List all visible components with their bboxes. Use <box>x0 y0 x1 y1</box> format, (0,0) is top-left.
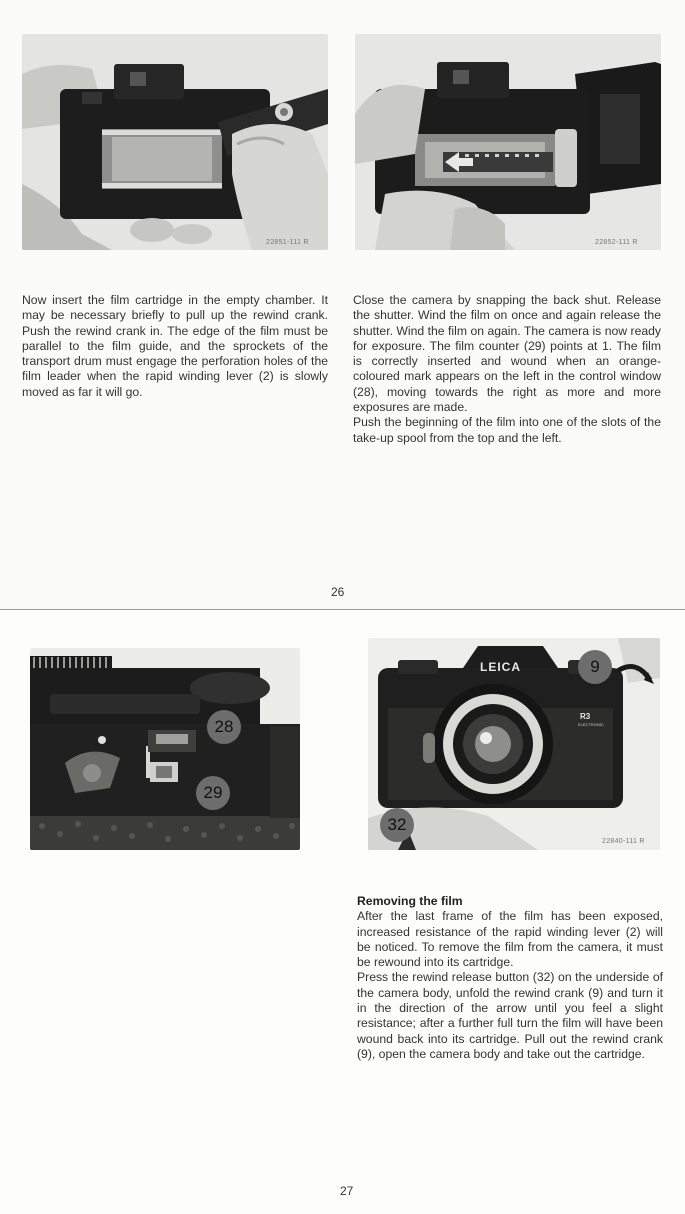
page-27 <box>0 610 685 1214</box>
paragraph-rewind: Press the rewind release button (32) on the underside of the camera body, unfold the rewind crank (9) and turn it in the direction of the arrow until you feel a slight resistance; after a further full turn the film will have been wound back into its cartridge. Pull out the rewind crank (9), open the camera body and take out the cartridge. <box>357 970 663 1061</box>
paragraph-insert-cartridge: Now insert the film cartridge in the empty chamber. It may be necessary briefly to pull up the rewind crank. Push the rewind crank in. The edge of the film must be parallel to the film guide, and the sprockets of the transport drum must engage the perforation holes of the film leader when the rapid winding lever (2) is slowly moved as far it will go. <box>22 293 328 399</box>
photo-reference-number: 22852-111 R <box>595 239 638 246</box>
photo-insert-cartridge <box>22 34 328 250</box>
paragraph-take-up-spool: Push the beginning of the film into one of the slots of the take-up spool from the top and the left. <box>353 415 661 445</box>
photo-reference-number: 22851-111 R <box>266 239 309 246</box>
camera-top-closeup-illustration <box>30 648 300 850</box>
callout-rewind-crank: 9 <box>578 650 612 684</box>
callout-control-window: 28 <box>207 710 241 744</box>
paragraph-resistance: After the last frame of the film has been exposed, increased resistance of the rapid winding lever (2) will be noticed. To remove the film from the camera, it must be rewound into its cartridge. <box>357 909 663 970</box>
callout-film-counter: 29 <box>196 776 230 810</box>
instruction-text-close <box>353 293 661 446</box>
photo-control-window <box>30 648 300 850</box>
page-number: 26 <box>331 585 345 599</box>
callout-rewind-release: 32 <box>380 808 414 842</box>
photo-leica-r3-front <box>368 638 660 850</box>
model-sub-label: ELECTRONIC <box>578 722 604 727</box>
instruction-text-removing <box>357 894 663 1062</box>
paragraph-close-camera: Close the camera by snapping the back shut. Release the shutter. Wind the film on once and again release the shutter. Wind the film on again. The camera is now ready for exposure. The film counter (29) points at 1. The film is correctly inserted and wound when an orange-coloured mark appears on the left in the control window (28), moving towards the right as more and more exposures are made. <box>353 293 661 415</box>
camera-open-back-illustration <box>22 34 328 250</box>
photo-film-threaded <box>355 34 661 250</box>
brand-label: LEICA <box>480 660 521 674</box>
section-heading: Removing the film <box>357 894 463 908</box>
model-label: R3 <box>580 712 591 721</box>
instruction-text-insert <box>22 293 328 400</box>
photo-reference-number: 22840-111 R <box>602 838 645 845</box>
page-number: 27 <box>340 1184 354 1198</box>
camera-film-threaded-illustration <box>355 34 661 250</box>
